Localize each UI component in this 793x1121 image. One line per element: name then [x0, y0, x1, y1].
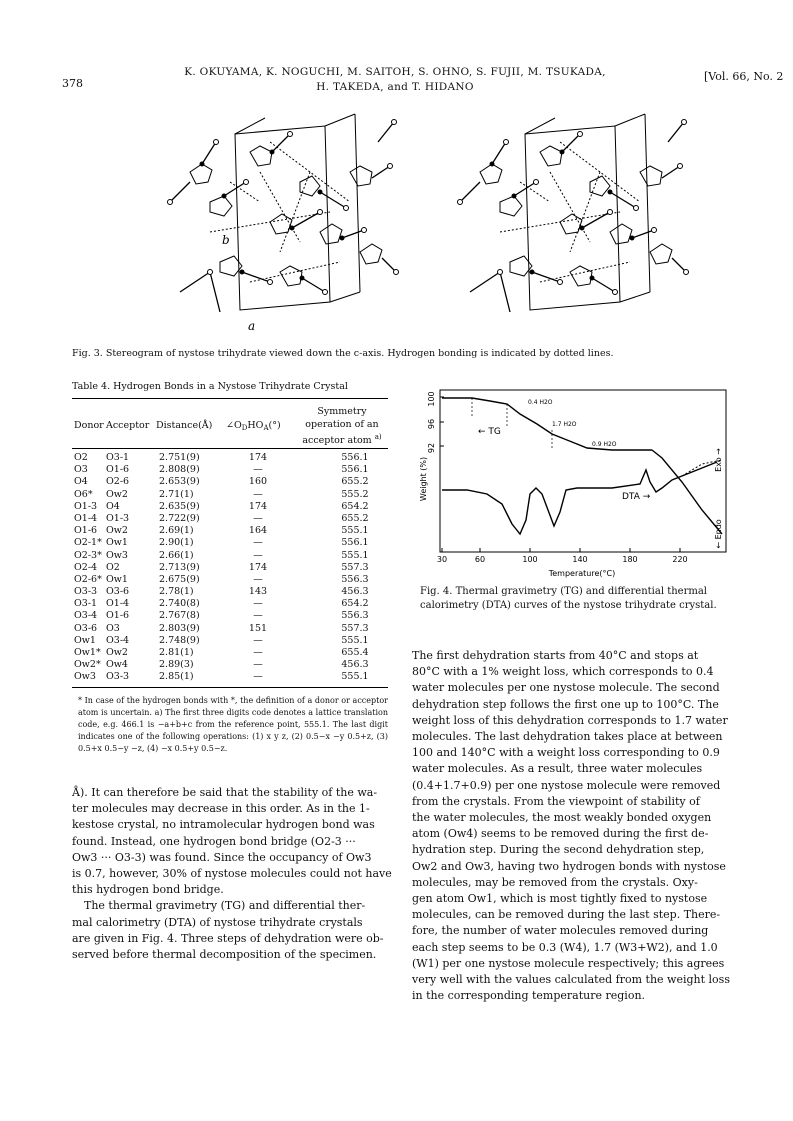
- angle-cell: 174: [248, 500, 268, 512]
- volume-label: [Vol. 66, No. 2: [704, 70, 784, 83]
- text-line: ter molecules may decrease in this order. As in the 1-: [72, 802, 370, 816]
- col-header-angle: $\angle O_DHO_A(^\circ)$: [226, 420, 281, 432]
- table-row: [72, 501, 392, 513]
- table-row: [72, 574, 392, 586]
- running-header-authors: [170, 65, 620, 95]
- text-line: Å). It can therefore be said that the stability of the wa-: [72, 786, 378, 799]
- table-row: [72, 562, 392, 574]
- axis-label-b: b: [222, 233, 230, 247]
- distance-cell: 2.85(1): [159, 671, 194, 683]
- donor-cell: Ow3: [74, 671, 96, 683]
- distance-cell: 2.78(1): [159, 586, 194, 598]
- acceptor-cell: O2-6: [106, 476, 130, 488]
- col-header-donor: Donor: [74, 420, 104, 431]
- angle-cell: 151: [248, 622, 268, 634]
- symmetry-cell: 557.3: [341, 561, 369, 573]
- text-line: water molecules per one nystose molecule. The second: [412, 681, 720, 695]
- text-line: very well with the values calculated from the weight loss: [412, 973, 730, 987]
- x-tick-140: 140: [572, 555, 588, 564]
- left-column-text: [72, 785, 392, 963]
- donor-cell: Ow1: [74, 634, 96, 646]
- text-line: molecules, may be removed from the crystals. Oxy-: [412, 875, 698, 889]
- symmetry-cell: 555.1: [341, 525, 369, 537]
- text-line: 100 and 140°C with a weight loss corresponding to 0.9: [412, 746, 720, 760]
- text-line: kestose crystal, no intramolecular hydrogen bond was: [72, 818, 375, 832]
- table-row: [72, 464, 392, 476]
- acceptor-cell: Ow2: [106, 488, 128, 500]
- x-ticks: [442, 548, 680, 552]
- text-line: molecules, can be removed during the last step. There-: [412, 908, 721, 922]
- distance-cell: 2.81(1): [159, 647, 194, 658]
- text-line: weight loss of this dehydration corresponds to 1.7 water: [412, 713, 728, 727]
- acceptor-cell: O4: [106, 500, 120, 512]
- acceptor-cell: O2: [106, 561, 120, 573]
- x-tick-60: 60: [474, 555, 486, 564]
- donor-cell: O2: [74, 452, 88, 463]
- symmetry-cell: 555.2: [341, 488, 369, 500]
- table-row: [72, 586, 392, 598]
- text-line: (0.4+1.7+0.9) per one nystose molecule were removed: [412, 778, 721, 792]
- acceptor-cell: O3-3: [106, 671, 130, 683]
- figure-4-caption: Fig. 4. Thermal gravimetry (TG) and differential thermal calorimetry (DTA) curves of the nystose trihydrate crystal.: [420, 586, 717, 611]
- text-line: The thermal gravimetry (TG) and differential ther-: [84, 899, 366, 913]
- step-label-2: 1.7 H2O: [552, 421, 577, 428]
- x-tick-180: 180: [622, 555, 638, 564]
- dta-curve: [442, 462, 717, 534]
- symmetry-cell: 556.1: [341, 537, 369, 549]
- donor-cell: O2-3*: [74, 549, 102, 561]
- distance-cell: 2.722(9): [159, 512, 200, 524]
- donor-cell: O4: [74, 476, 88, 488]
- plot-frame: [440, 390, 726, 552]
- donor-cell: O3-1: [74, 598, 98, 610]
- text-line: fore, the number of water molecules removed during: [412, 924, 709, 938]
- symmetry-cell: 556.3: [341, 610, 369, 622]
- step-label-3: 0.9 H2O: [592, 441, 617, 448]
- tg-legend: ← TG: [478, 427, 501, 437]
- col-header-distance: Distance(Å): [156, 420, 213, 431]
- y-axis-label: Weight (%): [419, 456, 428, 502]
- authors-line-1: K. OKUYAMA, K. NOGUCHI, M. SAITOH, S. OHNO, S. FUJII, M. TSUKADA,: [184, 66, 606, 78]
- text-line: this hydrogen bond bridge.: [72, 883, 224, 897]
- figure-3-caption: Fig. 3. Stereogram of nystose trihydrate viewed down the c-axis. Hydrogen bonding is indicated by dotted lines.: [72, 348, 614, 359]
- stereogram-right-view: [458, 114, 689, 312]
- table-row: [72, 671, 392, 683]
- symmetry-cell: 655.2: [341, 512, 369, 524]
- angle-cell: 160: [248, 476, 268, 488]
- distance-cell: 2.751(9): [159, 452, 200, 463]
- x-axis-label: Temperature(°C): [548, 569, 616, 578]
- donor-cell: O1-6: [74, 525, 98, 537]
- symmetry-cell: 555.1: [341, 549, 369, 561]
- angle-cell: —: [253, 573, 263, 585]
- symmetry-cell: 556.1: [341, 452, 369, 463]
- step-label-1: 0.4 H2O: [528, 399, 553, 406]
- dta-legend: DTA →: [622, 492, 651, 502]
- acceptor-cell: O3: [106, 622, 120, 634]
- text-line: Ow3 ··· O3-3) was found. Since the occupancy of Ow3: [72, 850, 372, 864]
- angle-cell: —: [253, 464, 263, 476]
- donor-cell: O3-4: [74, 610, 98, 622]
- symmetry-cell: 555.1: [341, 634, 369, 646]
- table-row: [72, 537, 392, 549]
- table-row: [72, 647, 392, 659]
- x-tick-100: 100: [522, 555, 538, 564]
- text-line: 80°C with a 1% weight loss, which corresponds to 0.4: [412, 665, 714, 679]
- acceptor-cell: O3-6: [106, 586, 130, 598]
- donor-cell: O3: [74, 464, 88, 476]
- donor-cell: O2-1*: [74, 537, 102, 549]
- text-line: gen atom Ow1, which is most tightly fixed to nystose: [412, 892, 708, 906]
- table-row: [72, 659, 392, 671]
- y-ticks: [440, 397, 444, 446]
- table-4-title: Table 4. Hydrogen Bonds in a Nystose Trihydrate Crystal: [72, 381, 348, 392]
- text-line: water molecules. As a result, three water molecules: [412, 762, 703, 776]
- donor-cell: O3-6: [74, 622, 98, 634]
- stereogram-figure: [150, 112, 730, 337]
- x-tick-30: 30: [436, 555, 448, 564]
- angle-cell: —: [253, 610, 263, 622]
- stereogram-left-view: [168, 114, 399, 312]
- symmetry-cell: 655.2: [341, 476, 369, 488]
- text-line: is 0.7, however, 30% of nystose molecules could not have: [72, 867, 392, 881]
- text-line: (W1) per one nystose molecule respectively; this agrees: [412, 956, 725, 970]
- distance-cell: 2.66(1): [159, 549, 194, 561]
- text-line: hydration step. During the second dehydration step,: [412, 843, 705, 857]
- right-column-text: [412, 648, 734, 1004]
- table-row: [72, 550, 392, 562]
- y-tick-96: 96: [427, 418, 436, 430]
- table-4-body: [72, 452, 392, 684]
- text-line: from the crystals. From the viewpoint of stability of: [412, 794, 700, 808]
- distance-cell: 2.803(9): [159, 622, 200, 634]
- acceptor-cell: Ow1: [106, 573, 128, 585]
- symmetry-cell: 555.1: [341, 671, 369, 683]
- angle-cell: —: [253, 537, 263, 549]
- text-line: The first dehydration starts from 40°C and stops at: [412, 649, 699, 662]
- table-4-footnote: * In case of the hydrogen bonds with *, the definition of a donor or acceptor atom is uncertain. a) The first three digits code denotes a lattice translation code, e.g. 466.1 is −a+b+c from the reference point, 555.1. The last digit indicates one of the following operations: (1) x y z, (2) 0.5−x −y 0.5+z, (3) 0.5+x 0.5−y −z, (4) −x 0.5+y 0.5−z.: [78, 696, 388, 753]
- angle-cell: —: [253, 634, 263, 646]
- symmetry-cell: 557.3: [341, 622, 369, 634]
- text-line: are given in Fig. 4. Three steps of dehydration were ob-: [72, 931, 384, 945]
- distance-cell: 2.767(8): [159, 610, 200, 622]
- distance-cell: 2.71(1): [159, 488, 194, 500]
- table-row: [72, 610, 392, 622]
- angle-cell: —: [253, 488, 263, 500]
- symmetry-cell: 654.2: [341, 598, 369, 610]
- donor-cell: O1-4: [74, 512, 98, 524]
- donor-cell: O2-6*: [74, 573, 102, 585]
- text-line: mal calorimetry (DTA) of nystose trihydrate crystals: [72, 915, 363, 929]
- acceptor-cell: Ow2: [106, 647, 128, 658]
- distance-cell: 2.808(9): [159, 464, 200, 476]
- table-row: [72, 489, 392, 501]
- distance-cell: 2.675(9): [159, 573, 200, 585]
- y-tick-100: 100: [427, 391, 436, 407]
- angle-cell: 143: [248, 586, 268, 598]
- angle-cell: —: [253, 671, 263, 683]
- angle-cell: —: [253, 659, 263, 671]
- col-header-acceptor: Acceptor: [106, 420, 150, 431]
- acceptor-cell: Ow3: [106, 549, 128, 561]
- symmetry-cell: 456.3: [341, 659, 369, 671]
- table-row: [72, 525, 392, 537]
- distance-cell: 2.713(9): [159, 561, 200, 573]
- x-tick-labels: [437, 555, 688, 564]
- acceptor-cell: Ow2: [106, 525, 128, 537]
- symmetry-cell: 654.2: [341, 500, 369, 512]
- table-bottom-rule: [72, 687, 388, 688]
- y-tick-92: 92: [427, 442, 436, 454]
- symmetry-cell: 456.3: [341, 586, 369, 598]
- page-number: 378: [62, 77, 83, 90]
- angle-cell: —: [253, 512, 263, 524]
- donor-cell: O1-3: [74, 500, 98, 512]
- angle-cell: —: [253, 598, 263, 610]
- acceptor-cell: O3-4: [106, 634, 130, 646]
- x-tick-220: 220: [672, 555, 688, 564]
- text-line: each step seems to be 0.3 (W4), 1.7 (W3+W2), and 1.0: [412, 940, 718, 954]
- y-tick-labels: [427, 391, 436, 453]
- table-row: [72, 452, 392, 464]
- angle-cell: —: [253, 647, 263, 658]
- table-row: [72, 635, 392, 647]
- table-row: [72, 598, 392, 610]
- distance-cell: 2.69(1): [159, 525, 194, 537]
- text-line: molecules. The last dehydration takes place at between: [412, 730, 723, 744]
- col-header-symmetry: Symmetry operation of an acceptor atom $^{a)}$: [302, 406, 382, 447]
- symmetry-cell: 556.1: [341, 464, 369, 476]
- endo-label: ← Endo: [714, 519, 723, 549]
- acceptor-cell: O3-1: [106, 452, 130, 463]
- distance-cell: 2.740(8): [159, 598, 200, 610]
- text-line: the water molecules, the most weakly bonded oxygen: [412, 811, 712, 825]
- exo-label: Exo →: [714, 448, 723, 472]
- acceptor-cell: O1-6: [106, 464, 130, 476]
- donor-cell: Ow2*: [74, 659, 101, 671]
- table-row: [72, 513, 392, 525]
- donor-cell: Ow1*: [74, 647, 101, 658]
- angle-cell: 174: [248, 452, 268, 463]
- acceptor-cell: O1-4: [106, 598, 130, 610]
- symmetry-cell: 556.3: [341, 573, 369, 585]
- distance-cell: 2.653(9): [159, 476, 200, 488]
- axis-label-a: a: [248, 319, 256, 333]
- distance-cell: 2.635(9): [159, 500, 200, 512]
- text-line: served before thermal decomposition of the specimen.: [72, 948, 377, 962]
- text-line: found. Instead, one hydrogen bond bridge (O2-3 ···: [72, 834, 356, 848]
- donor-cell: O6*: [74, 488, 93, 500]
- distance-cell: 2.90(1): [159, 537, 194, 549]
- text-line: dehydration step follows the first one up to 100°C. The: [412, 697, 719, 711]
- distance-cell: 2.89(3): [159, 659, 194, 671]
- authors-line-2: H. TAKEDA, and T. HIDANO: [316, 81, 474, 93]
- donor-cell: O3-3: [74, 586, 98, 598]
- text-line: atom (Ow4) seems to be removed during the first de-: [412, 827, 709, 841]
- donor-cell: O2-4: [74, 561, 98, 573]
- table-row: [72, 476, 392, 488]
- acceptor-cell: Ow4: [106, 659, 128, 671]
- distance-cell: 2.748(9): [159, 634, 200, 646]
- table-top-rule: [72, 398, 388, 399]
- angle-cell: 174: [248, 561, 268, 573]
- acceptor-cell: O1-3: [106, 512, 130, 524]
- table-row: [72, 623, 392, 635]
- text-line: in the corresponding temperature region.: [412, 989, 646, 1003]
- acceptor-cell: O1-6: [106, 610, 130, 622]
- text-line: Ow2 and Ow3, having two hydrogen bonds with nystose: [412, 859, 726, 873]
- angle-cell: —: [253, 549, 263, 561]
- table-header-rule: [72, 448, 388, 449]
- tg-dta-chart: [412, 384, 734, 584]
- acceptor-cell: Ow1: [106, 537, 128, 549]
- angle-cell: 164: [248, 525, 268, 537]
- symmetry-cell: 655.4: [341, 647, 369, 658]
